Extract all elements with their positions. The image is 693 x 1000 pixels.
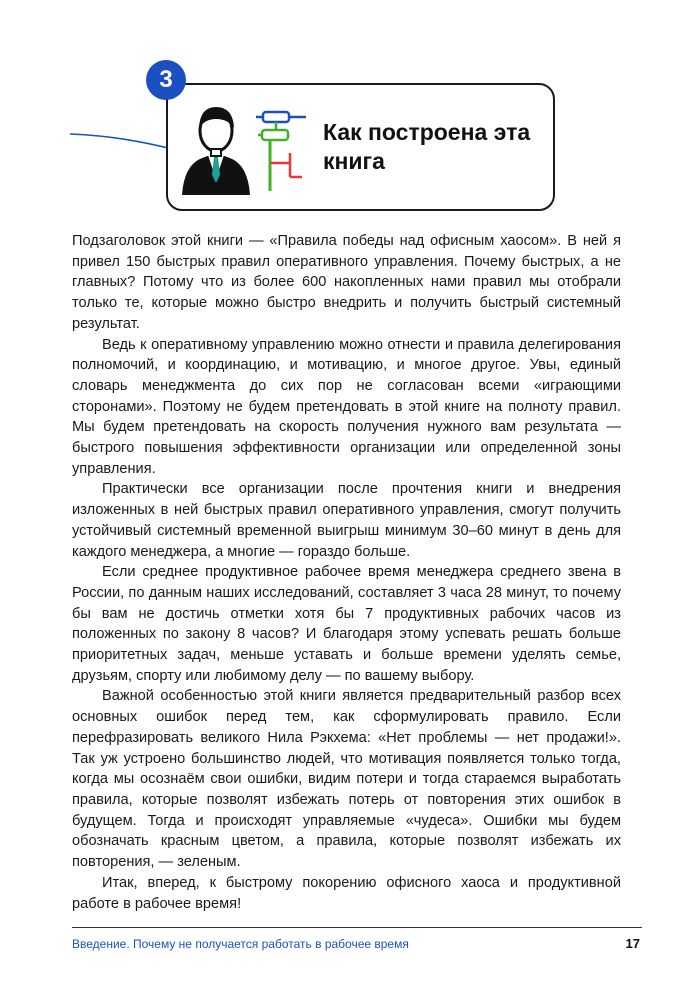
running-title: Введение. Почему не получается работать в рабочее время	[72, 937, 409, 951]
page-number: 17	[625, 936, 640, 951]
paragraph: Подзаголовок этой книги — «Правила победы над офисным хаосом». В ней я привел 150 быстрых правил оперативного управления. Почему быстрых, а не главных? Потому что из более 600 накопленных нами правил мы отобрали только те, которые можно быстро внедрить и получить быстрый системный результат.	[72, 233, 621, 332]
chapter-number-badge: 3	[146, 60, 186, 100]
paragraph: Итак, вперед, к быстрому покорению офисного хаоса и продуктивной работе в рабочее время!	[72, 874, 621, 912]
paragraph: Важной особенностью этой книги является предварительный разбор всех основных ошибок перед тем, как сформулировать правило. Если перефразировать великого Нила Рэкхема: «Нет проблемы — нет продажи!». Так уж устроено большинство людей, что мотивация появляется только тогда, когда мы осознаём свои ошибки, видим потери и тогда стараемся выработать правила, которые позволят избежать потерь от повторения этих ошибок в будущем. Тогда и происходят управляемые «чудеса». Ошибки мы будем обозначать красным цветом, а правила, которые позволят избежать их повторения, — зеленым.	[72, 688, 621, 871]
manager-flowchart-icon	[178, 95, 313, 200]
paragraph: Если среднее продуктивное рабочее время менеджера среднего звена в России, по данным наших исследований, составляет 3 часа 28 минут, то почему бы вам не достичь отметки хотя бы 7 продуктивных рабочих часов из положенных по закону 8 часов? И благодаря этому успевать решать больше приоритетных задач, меньше уставать и больше времени уделять семье, друзьям, спорту или любимому делу — по вашему выбору.	[72, 564, 621, 684]
paragraph: Ведь к оперативному управлению можно отнести и правила делегирования полномочий, и координацию, и мотивацию, и многое другое. Увы, единый словарь менеджмента до сих пор не согласован всеми «играющими сторонами». Поэтому не будем претендовать в этой книге на полноту правил. Мы будем претендовать на скорость получения нужного вам результата — быстрого повышения эффективности организации или определенной зоны управления.	[72, 336, 621, 477]
body-text	[72, 231, 621, 914]
paragraph: Практически все организации после прочтения книги и внедрения изложенных в ней быстрых правил оперативного управления, смогут получить устойчивый системный временной выигрыш минимум 30–60 минут в день для каждого менеджера, а многие — гораздо больше.	[72, 481, 621, 560]
chapter-title: Как построена эта книга	[323, 119, 531, 174]
flowchart-icon	[256, 112, 306, 191]
businessman-icon	[182, 107, 250, 195]
connector-line	[70, 128, 170, 152]
footer-divider	[72, 927, 642, 928]
